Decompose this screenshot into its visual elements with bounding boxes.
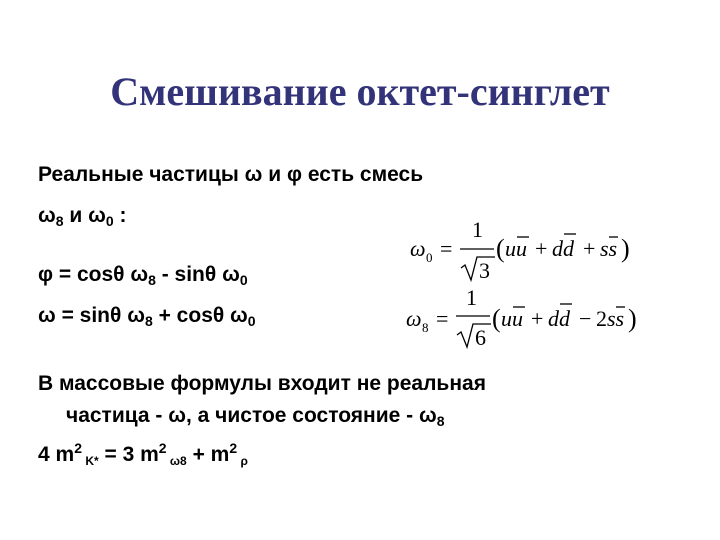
mass-relation-formula	[38, 440, 248, 468]
eq2-denominator: 6	[475, 325, 486, 350]
eq2-lhs-sub: 8	[422, 320, 429, 335]
omega-symbol: ω	[38, 204, 56, 227]
sub-0: 0	[247, 313, 256, 329]
omega-mixing-formula	[38, 304, 256, 329]
sub-omega8: ω8	[166, 454, 187, 468]
phi-formula-part2: - sinθ ω	[155, 263, 240, 286]
mass-term-2: = 3 m	[98, 443, 159, 466]
line1-text: Реальные частицы ω и φ есть смесь	[38, 163, 424, 186]
eq1-denominator: 3	[479, 258, 490, 283]
phi-mixing-formula	[38, 263, 248, 288]
slide-title: Смешивание октет-синглет	[110, 69, 610, 114]
eq1-plus-1: +	[535, 236, 548, 261]
eq1-equals: =	[440, 236, 453, 261]
sup-2: 2	[74, 440, 82, 456]
eq2-term-uu: uu	[501, 306, 523, 331]
text-line-particle-state	[66, 404, 445, 429]
sub-8: 8	[144, 313, 153, 329]
sub-8: 8	[55, 213, 64, 229]
eq2-term-dd: dd	[548, 306, 570, 331]
eq1-lhs: ω	[410, 236, 426, 261]
eq1-numerator: 1	[472, 217, 483, 242]
mass-term-3: + m	[186, 443, 230, 466]
omega0-quark-equation	[402, 210, 652, 286]
sub-0: 0	[105, 213, 114, 229]
omega-formula-part1: ω = sinθ ω	[38, 304, 145, 327]
eq2-paren-close: )	[628, 304, 637, 333]
text-line-omega-components	[38, 204, 127, 229]
sub-0: 0	[239, 272, 248, 288]
sup-2: 2	[229, 440, 238, 456]
and-word: и	[63, 204, 89, 227]
eq2-lhs: ω	[406, 306, 422, 331]
sup-2: 2	[158, 440, 167, 456]
eq2-equals: =	[436, 306, 449, 331]
eq2-term-ss: ss	[607, 306, 625, 331]
sub-rho: ρ	[237, 454, 248, 468]
mass-term-1: 4 m	[38, 443, 75, 466]
sub-8: 8	[436, 413, 445, 429]
eq1-plus-2: +	[583, 236, 596, 261]
phi-formula-part1: φ = cosθ ω	[38, 263, 149, 286]
eq2-paren-open: (	[492, 304, 501, 333]
omega-symbol: ω	[88, 204, 106, 227]
eq2-numerator: 1	[466, 285, 477, 310]
text-line-mass-formulas	[38, 372, 486, 396]
eq1-term-ss: ss	[600, 236, 618, 261]
eq1-lhs-sub: 0	[426, 250, 433, 265]
eq1-term-dd: dd	[552, 236, 574, 261]
eq1-term-uu: uu	[505, 236, 527, 261]
eq2-minus: −	[579, 306, 592, 331]
sub-8: 8	[148, 272, 156, 288]
line5-text: В массовые формулы входит не реальная	[38, 372, 486, 395]
eq1-paren-open: (	[496, 234, 505, 263]
eq2-plus: +	[531, 306, 544, 331]
eq1-paren-close: )	[621, 234, 630, 263]
text-line-real-particles	[38, 163, 423, 187]
omega8-quark-equation	[402, 282, 654, 358]
omega-formula-part2: + cosθ ω	[152, 304, 248, 327]
colon: :	[113, 204, 127, 227]
sub-kstar: K*	[81, 454, 99, 468]
line6-text: частица - ω, а чистое состояние - ω	[66, 404, 437, 427]
eq2-coef: 2	[596, 306, 607, 331]
